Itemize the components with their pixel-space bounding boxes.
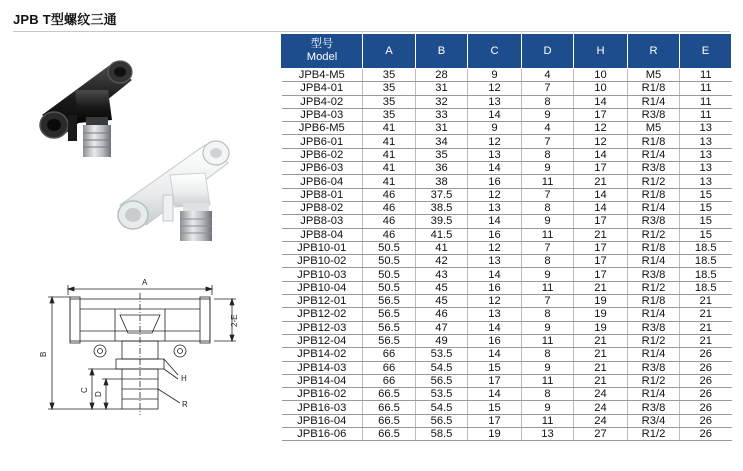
table-row	[282, 135, 732, 148]
header-model-cn: 型号	[310, 38, 334, 50]
table-cell: 8	[522, 348, 574, 361]
table-cell: 42	[416, 255, 468, 268]
table-cell: 56.5	[363, 308, 416, 321]
table-cell: 9	[522, 268, 574, 281]
table-row	[282, 215, 732, 228]
table-cell: R1/8	[628, 241, 680, 254]
header-model-en: Model	[306, 51, 338, 63]
table-cell: 13	[680, 135, 732, 148]
table-row	[282, 374, 732, 387]
table-cell: 15	[680, 201, 732, 214]
table-cell: 46	[416, 308, 468, 321]
table-cell: 11	[680, 95, 732, 108]
table-cell: 46	[363, 201, 416, 214]
dim-label-a: A	[142, 278, 148, 287]
table-cell: 8	[522, 148, 574, 161]
table-row	[282, 414, 732, 427]
table-cell: 8	[522, 388, 574, 401]
table-cell: JPB8-01	[282, 188, 363, 201]
table-cell: 19	[574, 308, 628, 321]
table-cell: 41	[363, 175, 416, 188]
table-cell: R1/2	[628, 228, 680, 241]
table-cell: 34	[416, 135, 468, 148]
table-cell: JPB14-04	[282, 374, 363, 387]
table-cell: 7	[522, 82, 574, 95]
table-cell: 33	[416, 108, 468, 121]
table-cell: 36	[416, 162, 468, 175]
table-cell: 66	[363, 348, 416, 361]
table-cell: 12	[468, 295, 522, 308]
table-cell: 24	[574, 388, 628, 401]
table-cell: JPB14-03	[282, 361, 363, 374]
table-cell: 45	[416, 295, 468, 308]
table-cell: R3/4	[628, 414, 680, 427]
table-cell: 13	[468, 201, 522, 214]
table-cell: 18.5	[680, 241, 732, 254]
table-cell: 26	[680, 361, 732, 374]
table-cell: 35	[363, 69, 416, 82]
table-cell: 13	[680, 122, 732, 135]
table-cell: 16	[468, 334, 522, 347]
table-cell: 8	[522, 201, 574, 214]
table-cell: 50.5	[363, 281, 416, 294]
dimension-drawing	[30, 275, 280, 465]
table-cell: R1/4	[628, 348, 680, 361]
table-row	[282, 428, 732, 441]
table-row	[282, 281, 732, 294]
table-cell: 12	[574, 135, 628, 148]
table-cell: 7	[522, 295, 574, 308]
table-cell: R3/8	[628, 108, 680, 121]
table-cell: 21	[680, 308, 732, 321]
table-cell: 27	[574, 428, 628, 441]
table-row	[282, 361, 732, 374]
table-cell: JPB6-04	[282, 175, 363, 188]
table-cell: 14	[468, 321, 522, 334]
table-cell: JPB6-M5	[282, 122, 363, 135]
table-cell: 24	[574, 414, 628, 427]
table-cell: R1/2	[628, 175, 680, 188]
table-cell: R3/8	[628, 401, 680, 414]
table-cell: 15	[680, 188, 732, 201]
table-row	[282, 95, 732, 108]
table-cell: 21	[574, 361, 628, 374]
table-cell: 21	[574, 281, 628, 294]
table-cell: JPB6-02	[282, 148, 363, 161]
table-cell: R3/8	[628, 268, 680, 281]
table-cell: 56.5	[363, 321, 416, 334]
table-cell: JPB16-04	[282, 414, 363, 427]
table-cell: 47	[416, 321, 468, 334]
table-cell: 13	[468, 95, 522, 108]
table-cell: 14	[574, 201, 628, 214]
header-e: E	[680, 34, 732, 69]
table-cell: JPB12-04	[282, 334, 363, 347]
table-cell: 9	[468, 122, 522, 135]
table-row	[282, 401, 732, 414]
table-row	[282, 388, 732, 401]
table-cell: 66	[363, 361, 416, 374]
table-row	[282, 241, 732, 254]
table-cell: 18.5	[680, 268, 732, 281]
table-cell: 17	[574, 241, 628, 254]
table-cell: 9	[522, 401, 574, 414]
table-cell: R3/8	[628, 321, 680, 334]
table-cell: 14	[468, 388, 522, 401]
table-cell: 10	[574, 82, 628, 95]
table-cell: R3/8	[628, 162, 680, 175]
table-cell: R1/4	[628, 95, 680, 108]
table-cell: 9	[468, 69, 522, 82]
table-cell: 49	[416, 334, 468, 347]
table-cell: 17	[574, 162, 628, 175]
table-cell: R1/2	[628, 428, 680, 441]
table-cell: 21	[680, 295, 732, 308]
table-cell: 21	[574, 374, 628, 387]
table-cell: 11	[522, 414, 574, 427]
table-cell: JPB6-03	[282, 162, 363, 175]
table-cell: 53.5	[416, 348, 468, 361]
table-cell: R1/2	[628, 374, 680, 387]
table-cell: JPB10-02	[282, 255, 363, 268]
table-row	[282, 321, 732, 334]
table-row	[282, 82, 732, 95]
header-d: D	[522, 34, 574, 69]
table-cell: JPB8-03	[282, 215, 363, 228]
table-cell: 14	[574, 148, 628, 161]
table-cell: JPB12-02	[282, 308, 363, 321]
table-cell: R1/2	[628, 334, 680, 347]
table-cell: 21	[574, 175, 628, 188]
table-cell: 54.5	[416, 401, 468, 414]
table-cell: 11	[522, 374, 574, 387]
table-row	[282, 295, 732, 308]
table-cell: 35	[363, 82, 416, 95]
table-row	[282, 122, 732, 135]
table-cell: JPB16-02	[282, 388, 363, 401]
table-row	[282, 175, 732, 188]
table-cell: M5	[628, 69, 680, 82]
table-cell: JPB10-04	[282, 281, 363, 294]
table-cell: 17	[468, 414, 522, 427]
table-cell: 9	[522, 162, 574, 175]
header-h: H	[574, 34, 628, 69]
table-cell: 35	[363, 95, 416, 108]
table-cell: 16	[468, 175, 522, 188]
table-cell: 10	[574, 69, 628, 82]
table-cell: JPB8-02	[282, 201, 363, 214]
table-cell: 24	[574, 401, 628, 414]
table-cell: 38	[416, 175, 468, 188]
table-cell: 35	[416, 148, 468, 161]
table-cell: 11	[680, 108, 732, 121]
table-cell: 19	[574, 295, 628, 308]
table-cell: 12	[574, 122, 628, 135]
table-body	[282, 69, 732, 441]
table-cell: R1/8	[628, 135, 680, 148]
table-row	[282, 228, 732, 241]
table-cell: 26	[680, 428, 732, 441]
table-cell: 53.5	[416, 388, 468, 401]
dim-label-d: D	[94, 391, 103, 397]
table-row	[282, 188, 732, 201]
table-cell: 14	[468, 215, 522, 228]
table-cell: 21	[680, 321, 732, 334]
table-cell: 11	[680, 82, 732, 95]
table-cell: JPB12-01	[282, 295, 363, 308]
table-cell: 21	[680, 334, 732, 347]
table-cell: 17	[468, 374, 522, 387]
table-cell: 66.5	[363, 414, 416, 427]
header-b: B	[416, 34, 468, 69]
table-cell: 8	[522, 95, 574, 108]
table-cell: 66	[363, 374, 416, 387]
table-cell: 50.5	[363, 255, 416, 268]
table-cell: 41	[363, 135, 416, 148]
table-cell: R1/8	[628, 82, 680, 95]
table-cell: R1/4	[628, 308, 680, 321]
table-cell: 41	[416, 241, 468, 254]
table-cell: R1/4	[628, 255, 680, 268]
table-cell: JPB4-01	[282, 82, 363, 95]
table-cell: 35	[363, 108, 416, 121]
table-header-row	[282, 34, 732, 69]
table-cell: 11	[522, 175, 574, 188]
table-cell: 13	[468, 255, 522, 268]
table-cell: 14	[574, 95, 628, 108]
table-cell: 13	[680, 162, 732, 175]
table-cell: 14	[468, 108, 522, 121]
table-cell: 56.5	[416, 414, 468, 427]
table-cell: 21	[574, 334, 628, 347]
table-cell: 11	[680, 69, 732, 82]
table-cell: 66.5	[363, 428, 416, 441]
table-cell: R1/4	[628, 148, 680, 161]
table-cell: 45	[416, 281, 468, 294]
page-title: JPB T型螺纹三通	[13, 12, 117, 27]
table-row	[282, 348, 732, 361]
table-row	[282, 268, 732, 281]
table-cell: 12	[468, 135, 522, 148]
table-cell: 16	[468, 281, 522, 294]
table-cell: 4	[522, 122, 574, 135]
table-cell: 41	[363, 148, 416, 161]
table-cell: 66.5	[363, 401, 416, 414]
table-cell: 56.5	[363, 295, 416, 308]
table-cell: 46	[363, 188, 416, 201]
table-cell: 41	[363, 122, 416, 135]
table-cell: R1/4	[628, 388, 680, 401]
table-cell: 21	[574, 228, 628, 241]
table-cell: 18.5	[680, 281, 732, 294]
table-cell: JPB8-04	[282, 228, 363, 241]
spec-table	[281, 33, 732, 441]
table-cell: 14	[468, 162, 522, 175]
table-cell: 41	[363, 162, 416, 175]
table-cell: 14	[468, 268, 522, 281]
table-cell: 12	[468, 188, 522, 201]
table-cell: 66.5	[363, 388, 416, 401]
table-cell: 38.5	[416, 201, 468, 214]
table-cell: 50.5	[363, 241, 416, 254]
table-cell: 14	[468, 348, 522, 361]
table-row	[282, 148, 732, 161]
table-cell: 16	[468, 228, 522, 241]
table-cell: JPB12-03	[282, 321, 363, 334]
table-cell: 21	[574, 348, 628, 361]
table-cell: JPB16-06	[282, 428, 363, 441]
table-cell: 11	[522, 228, 574, 241]
header-model	[282, 34, 363, 69]
table-cell: 9	[522, 361, 574, 374]
table-row	[282, 308, 732, 321]
table-cell: 15	[468, 361, 522, 374]
black-t-fitting	[40, 61, 132, 157]
table-cell: 11	[522, 281, 574, 294]
table-cell: 26	[680, 414, 732, 427]
table-cell: 46	[363, 215, 416, 228]
table-cell: 14	[574, 188, 628, 201]
table-row	[282, 162, 732, 175]
product-photo	[20, 45, 280, 245]
table-cell: JPB6-01	[282, 135, 363, 148]
table-cell: 15	[680, 215, 732, 228]
table-cell: R3/8	[628, 361, 680, 374]
table-cell: 43	[416, 268, 468, 281]
table-cell: 7	[522, 135, 574, 148]
table-cell: 8	[522, 308, 574, 321]
table-cell: 17	[574, 108, 628, 121]
table-row	[282, 255, 732, 268]
table-cell: 56.5	[416, 374, 468, 387]
table-cell: JPB10-03	[282, 268, 363, 281]
dim-label-b: B	[39, 351, 48, 357]
header-c: C	[468, 34, 522, 69]
table-cell: 9	[522, 108, 574, 121]
table-cell: R1/4	[628, 201, 680, 214]
table-cell: 9	[522, 215, 574, 228]
table-cell: 26	[680, 374, 732, 387]
table-cell: 15	[680, 228, 732, 241]
table-cell: R1/8	[628, 295, 680, 308]
table-cell: 12	[468, 241, 522, 254]
table-cell: R1/8	[628, 188, 680, 201]
table-cell: JPB4-02	[282, 95, 363, 108]
table-cell: 41.5	[416, 228, 468, 241]
table-cell: 13	[522, 428, 574, 441]
table-cell: 58.5	[416, 428, 468, 441]
table-cell: 54.5	[416, 361, 468, 374]
table-cell: 17	[574, 215, 628, 228]
header-r: R	[628, 34, 680, 69]
dim-label-r: R	[182, 400, 188, 409]
table-cell: 19	[574, 321, 628, 334]
table-cell: 31	[416, 82, 468, 95]
table-cell: 32	[416, 95, 468, 108]
table-cell: R1/2	[628, 281, 680, 294]
table-cell: 7	[522, 241, 574, 254]
table-cell: 37.5	[416, 188, 468, 201]
table-cell: 18.5	[680, 255, 732, 268]
header-a: A	[363, 34, 416, 69]
table-cell: JPB10-01	[282, 241, 363, 254]
table-cell: 4	[522, 69, 574, 82]
table-cell: 9	[522, 321, 574, 334]
table-cell: 26	[680, 388, 732, 401]
table-row	[282, 108, 732, 121]
table-cell: M5	[628, 122, 680, 135]
table-row	[282, 334, 732, 347]
table-cell: 26	[680, 401, 732, 414]
table-cell: 13	[680, 148, 732, 161]
table-cell: 8	[522, 255, 574, 268]
table-cell: 39.5	[416, 215, 468, 228]
table-row	[282, 69, 732, 82]
table-cell: 17	[574, 255, 628, 268]
table-cell: 12	[468, 82, 522, 95]
table-cell: 13	[468, 148, 522, 161]
table-cell: 31	[416, 122, 468, 135]
table-cell: R3/8	[628, 215, 680, 228]
dim-label-c: C	[80, 387, 89, 393]
table-cell: 46	[363, 228, 416, 241]
table-cell: 50.5	[363, 268, 416, 281]
table-cell: 28	[416, 69, 468, 82]
table-cell: 11	[522, 334, 574, 347]
table-row	[282, 201, 732, 214]
white-t-fitting	[118, 141, 229, 241]
table-cell: 13	[680, 175, 732, 188]
table-cell: JPB4-M5	[282, 69, 363, 82]
table-cell: 13	[468, 308, 522, 321]
table-cell: 15	[468, 401, 522, 414]
table-cell: 17	[574, 268, 628, 281]
table-cell: JPB16-03	[282, 401, 363, 414]
table-cell: 19	[468, 428, 522, 441]
dim-label-h: H	[181, 374, 187, 383]
dim-label-e: 2-E	[230, 314, 239, 327]
table-cell: JPB4-03	[282, 108, 363, 121]
table-cell: 7	[522, 188, 574, 201]
title-divider	[13, 31, 730, 32]
table-cell: 56.5	[363, 334, 416, 347]
table-cell: JPB14-02	[282, 348, 363, 361]
table-cell: 26	[680, 348, 732, 361]
